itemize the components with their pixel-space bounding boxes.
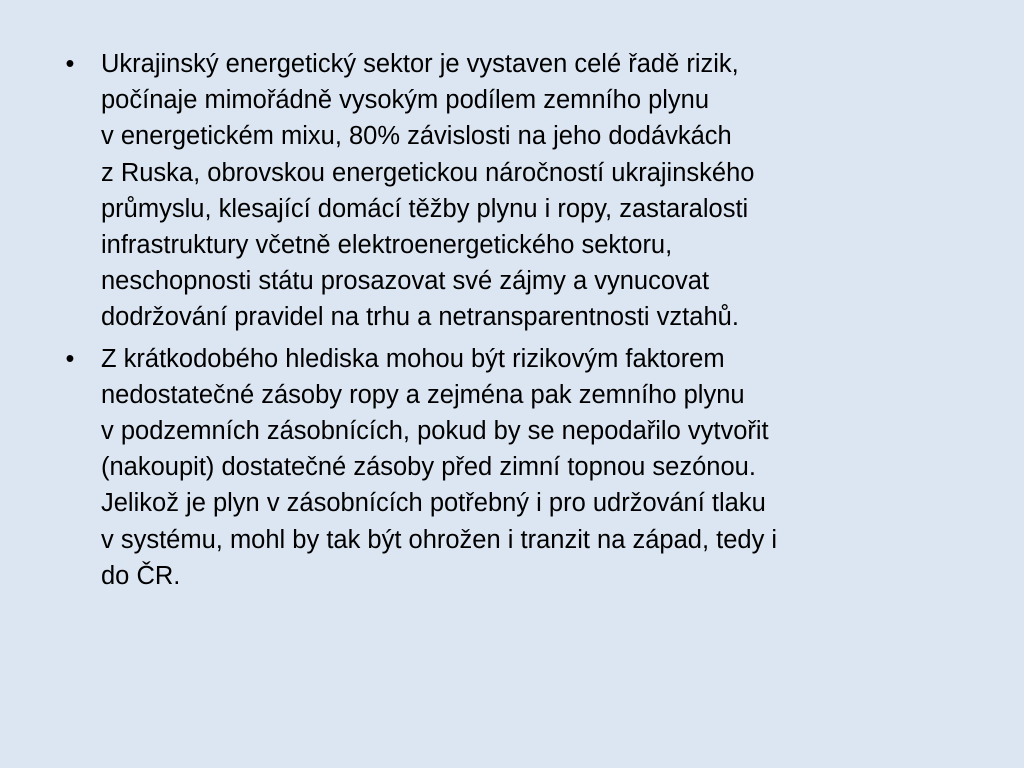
text-line: počínaje mimořádně vysokým podílem zemního plynu xyxy=(101,86,710,115)
text-line: (nakoupit) dostatečné zásoby před zimní topnou sezónou. xyxy=(101,453,756,482)
text-line: z Ruska, obrovskou energetickou náročností ukrajinského xyxy=(101,158,755,187)
text-line: infrastruktury včetně elektroenergetického sektoru, xyxy=(101,231,673,260)
text-line: neschopnosti státu prosazovat své zájmy a vynucovat xyxy=(101,267,710,296)
text-line: dodržování pravidel na trhu a netransparentnosti vztahů. xyxy=(101,303,739,332)
bullet-dot-icon: • xyxy=(65,344,75,373)
text-line: v podzemních zásobnících, pokud by se nepodařilo vytvořit xyxy=(101,417,769,446)
text-line: průmyslu, klesající domácí těžby plynu i ropy, zastaralosti xyxy=(101,194,749,223)
text-line: do ČR. xyxy=(101,561,181,590)
text-line: v energetickém mixu, 80% závislosti na jeho dodávkách xyxy=(101,122,732,151)
text-line: Jelikož je plyn v zásobnících potřebný i pro udržování tlaku xyxy=(101,489,766,518)
bullet-list xyxy=(60,46,970,594)
slide-content xyxy=(60,46,970,599)
text-line: v systému, mohl by tak být ohrožen i tranzit na západ, tedy i xyxy=(101,525,778,554)
bullet-item xyxy=(60,341,970,594)
text-line: Z krátkodobého hlediska mohou být rizikovým faktorem xyxy=(101,344,725,373)
text-line: nedostatečné zásoby ropy a zejména pak zemního plynu xyxy=(101,380,745,409)
text-line: Ukrajinský energetický sektor je vystaven celé řadě rizik, xyxy=(101,50,739,78)
bullet-item xyxy=(60,46,970,336)
bullet-dot-icon: • xyxy=(65,50,75,78)
